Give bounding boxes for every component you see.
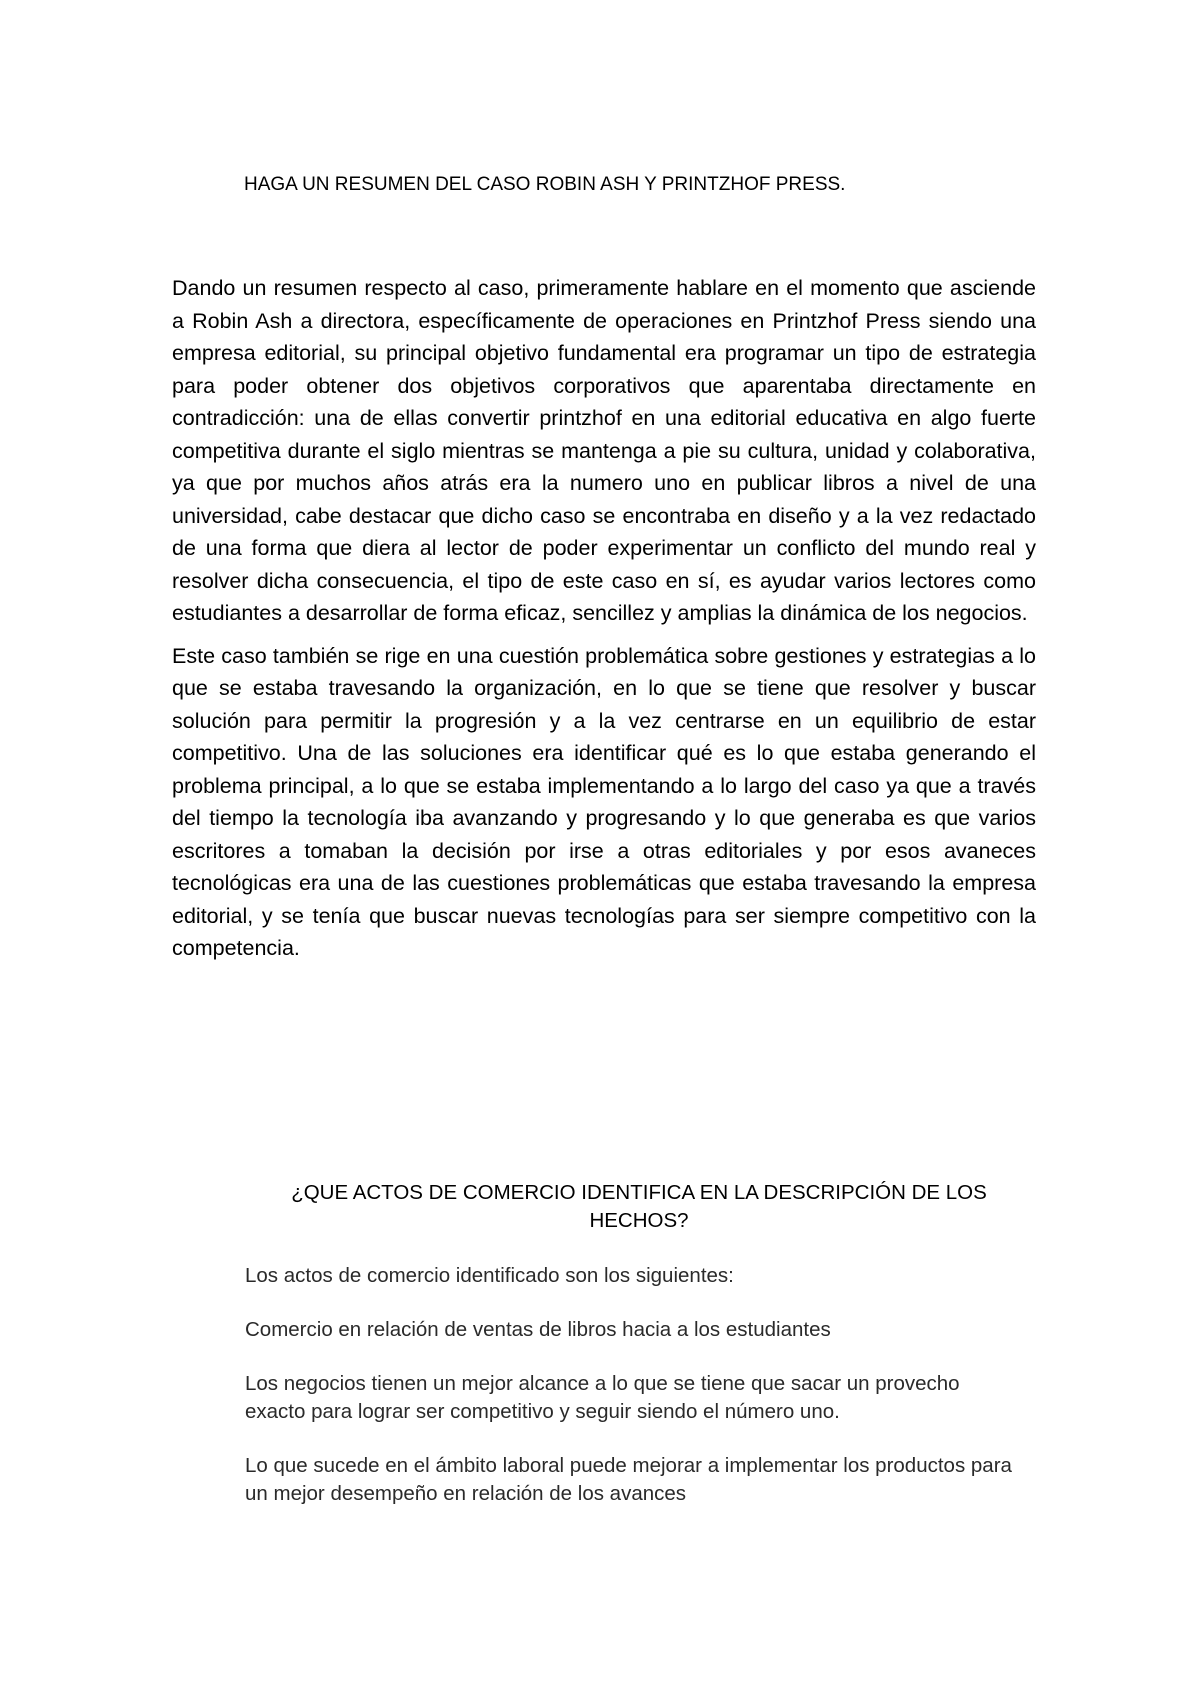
summary-paragraph: Dando un resumen respecto al caso, primeramente hablare en el momento que asciende a Robin Ash a directora, específicamente de operaciones en Printzhof Press siendo una empresa editorial, su principal objetivo fundamental era programar un tipo de estrategia para poder obtener dos objetivos corporativos que aparentaba directamente en contradicción: una de ellas convertir printzhof en una editorial educativa en algo fuerte competitiva durante el siglo mientras se mantenga a pie su cultura, unidad y colaborativa, ya que por muchos años atrás era la numero uno en publicar libros a nivel de una universidad, cabe destacar que dicho caso se encontraba en diseño y a la vez redactado de una forma que diera al lector de poder experimentar un conflicto del mundo real y resolver dicha consecuencia, el tipo de este caso en sí, es ayudar varios lectores como estudiantes a desarrollar de forma eficaz, sencillez y amplias la dinámica de los negocios. — [172, 276, 1036, 625]
summary-section — [172, 272, 1036, 965]
summary-paragraph: Este caso también se rige en una cuestión problemática sobre gestiones y estrategias a lo que se estaba travesando la organización, en lo que se tiene que resolver y buscar solución para permitir la progresión y a la vez centrarse en un equilibrio de estar competitivo. Una de las soluciones era identificar qué es lo que estaba generando el problema principal, a lo que se estaba implementando a lo largo del caso ya que a través del tiempo la tecnología iba avanzando y progresando y lo que generaba es que varios escritores a tomaban la decisión por irse a otras editoriales y por esos avaneces tecnológicas era una de las cuestiones problemáticas que estaba travesando la empresa editorial, y se tenía que buscar nuevas tecnologías para ser siempre competitivo con la competencia. — [172, 643, 1036, 960]
answers-section — [245, 1262, 1025, 1534]
answer-item: Comercio en relación de ventas de libros hacia a los estudiantes — [245, 1318, 831, 1341]
answer-intro: Los actos de comercio identificado son los siguientes: — [245, 1264, 734, 1287]
question-heading: ¿QUE ACTOS DE COMERCIO IDENTIFICA EN LA DESCRIPCIÓN DE LOS HECHOS? — [291, 1181, 987, 1232]
document-heading: HAGA UN RESUMEN DEL CASO ROBIN ASH Y PRINTZHOF PRESS. — [244, 174, 846, 195]
answer-item: Lo que sucede en el ámbito laboral puede mejorar a implementar los productos para un mejor desempeño en relación de los avances — [245, 1454, 1012, 1505]
answer-item: Los negocios tienen un mejor alcance a lo que se tiene que sacar un provecho exacto para lograr ser competitivo y seguir siendo el número uno. — [245, 1372, 960, 1423]
